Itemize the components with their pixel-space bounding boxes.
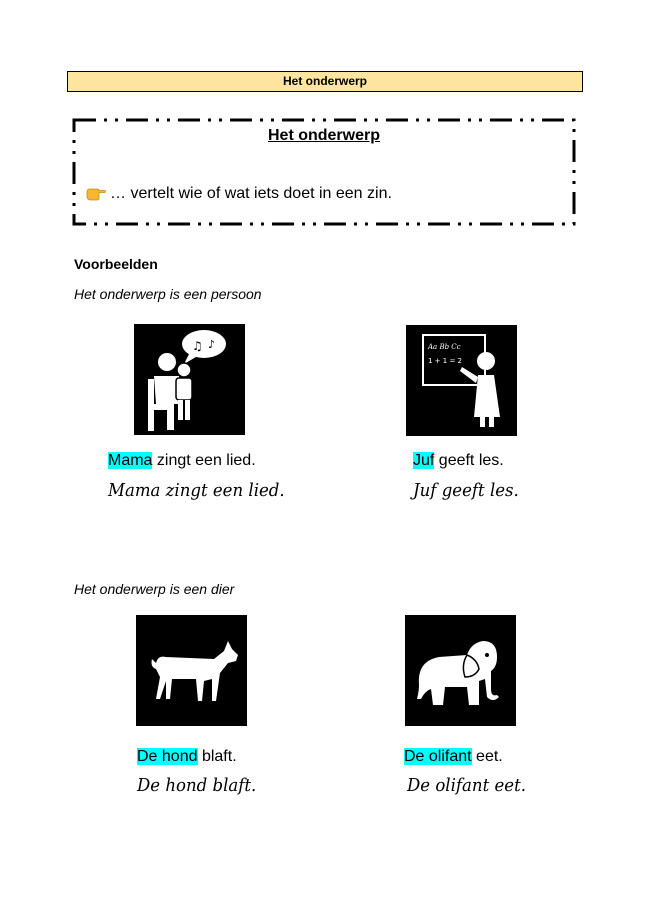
subtitle-person: Het onderwerp is een persoon [74, 286, 262, 302]
definition-text: … vertelt wie of wat iets doet in een zin. [110, 185, 392, 202]
cursive-hond: De hond blaft. [137, 775, 257, 796]
definition-title: Het onderwerp [267, 127, 380, 144]
dog-icon [136, 615, 247, 726]
predicate-text: geeft les. [434, 452, 504, 469]
subtitle-animal: Het onderwerp is een dier [74, 581, 235, 597]
pointing-hand-icon [86, 185, 106, 206]
sentence-mama [108, 452, 256, 470]
cursive-mama: Mama zingt een lied. [108, 480, 285, 501]
blackboard-letters: Aa Bb Cc [428, 343, 461, 351]
svg-text:♪: ♪ [208, 338, 216, 351]
examples-heading: Voorbeelden [74, 256, 158, 272]
blackboard-sum: 1 + 1 = 2 [428, 357, 462, 365]
subject-highlight: De olifant [404, 748, 472, 765]
definition-text-line [86, 185, 392, 206]
teacher-at-blackboard-icon [406, 325, 517, 436]
mother-singing-to-child-icon [134, 324, 245, 435]
predicate-text: eet. [471, 748, 503, 765]
svg-text:♫: ♫ [192, 339, 203, 353]
cursive-olifant: De olifant eet. [407, 775, 527, 796]
predicate-text: zingt een lied. [152, 452, 256, 469]
definition-box [72, 118, 576, 226]
sentence-olifant [404, 748, 503, 766]
predicate-text: blaft. [197, 748, 237, 765]
cursive-juf: Juf geeft les. [413, 480, 519, 501]
sentence-hond [137, 748, 237, 766]
sentence-juf [413, 452, 504, 470]
page-title-bar: Het onderwerp [67, 71, 583, 92]
subject-highlight: Juf [413, 452, 435, 469]
elephant-icon [405, 615, 516, 726]
subject-highlight: Mama [108, 452, 153, 469]
subject-highlight: De hond [137, 748, 198, 765]
